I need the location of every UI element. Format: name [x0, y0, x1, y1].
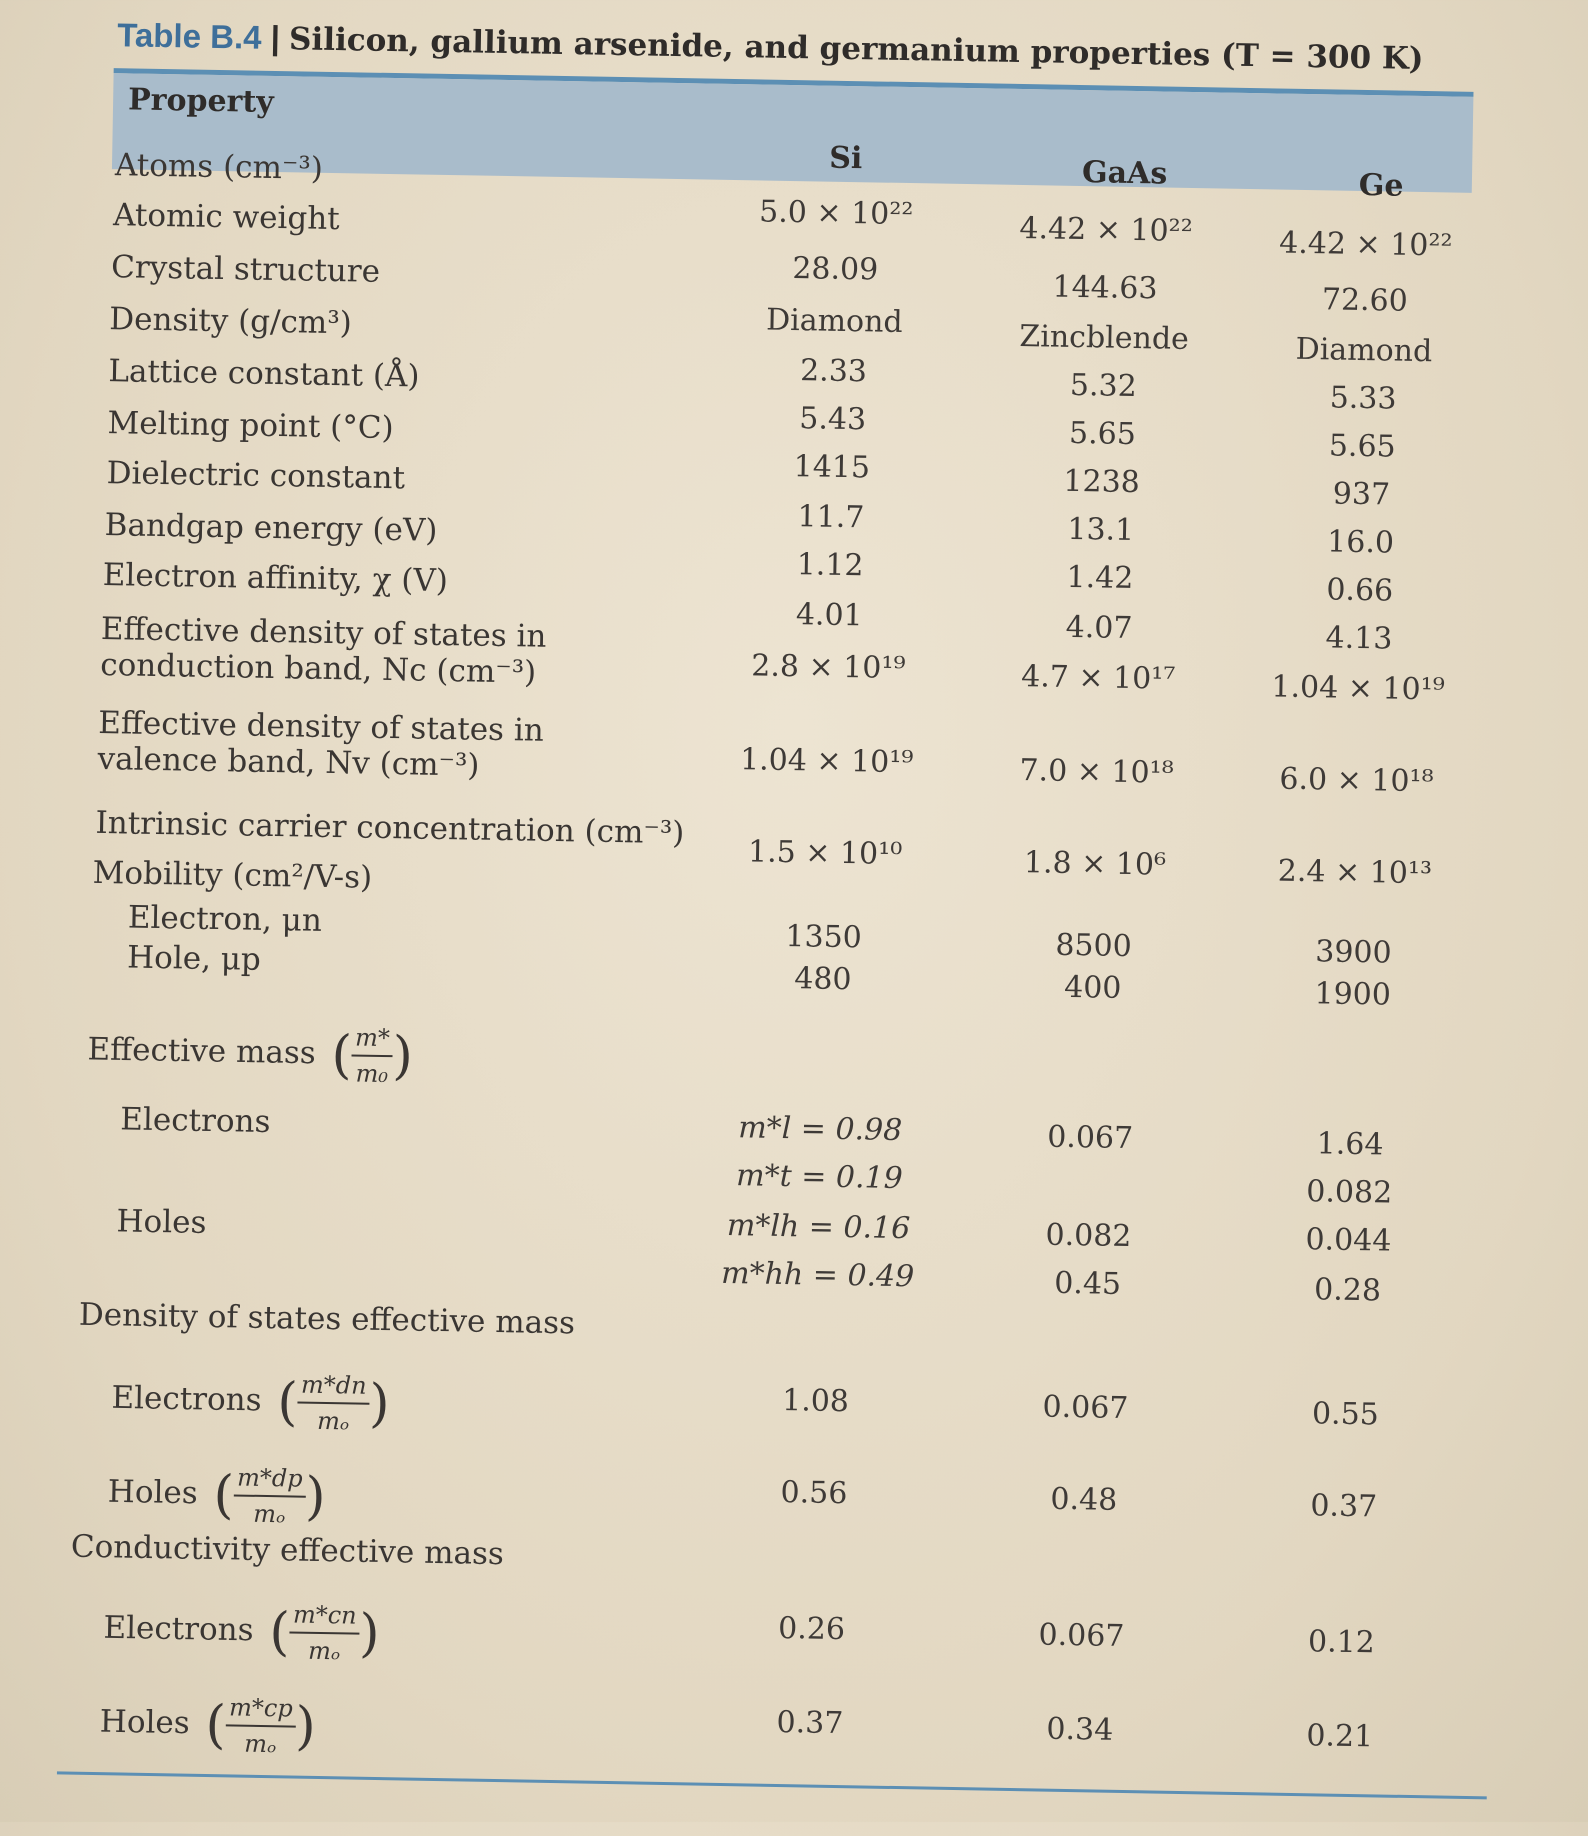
cell-density-si: 2.33 [799, 353, 868, 390]
row-label-lattice-constant: Lattice constant (Å) [108, 353, 420, 395]
dos-electrons-numerator: m*dn [298, 1368, 370, 1405]
cell-cond-holes-si: 0.37 [776, 1704, 844, 1742]
cond-electrons-denominator: mₒ [307, 1636, 341, 1666]
cell-melting-gaas: 1238 [1063, 463, 1141, 501]
cell-atoms-si: 5.0 × 10²² [758, 194, 914, 233]
row-label-dos-holes [107, 1458, 326, 1532]
dos-electrons-denominator: mₒ [316, 1406, 350, 1436]
effective-mass-fraction: ( $\frac{m*}{\text{m₀}}$ ) [331, 1020, 414, 1091]
row-label-intrinsic: Intrinsic carrier concentration (cm⁻³) [95, 804, 685, 852]
cond-electrons-numerator: m*cn [290, 1597, 360, 1634]
cell-atoms-ge: 4.42 × 10²² [1278, 225, 1453, 264]
row-label-mobility-hole: Hole, μp [126, 939, 262, 978]
cell-lattice-si: 5.43 [798, 401, 867, 438]
row-label-melting-point: Melting point (°C) [107, 405, 394, 447]
dos-holes-denominator: mₒ [253, 1499, 286, 1529]
dos-holes-numerator: m*dp [234, 1460, 306, 1497]
cell-crystal-gaas: Zincblende [1019, 318, 1190, 357]
cell-dielectric-gaas: 13.1 [1067, 511, 1135, 549]
cell-em-electrons-ge-2: 0.082 [1306, 1174, 1393, 1211]
effective-mass-denominator: m₀ [355, 1059, 389, 1089]
cell-mobility-hole-gaas: 400 [1063, 969, 1122, 1006]
cell-atomic-weight-si: 28.09 [792, 251, 879, 288]
table-bottom-rule [57, 1771, 1487, 1799]
effective-mass-text: Effective mass [87, 1031, 316, 1072]
header-ge: Ge [1358, 167, 1404, 204]
row-label-mobility: Mobility (cm²/V-s) [92, 854, 373, 896]
cond-holes-text: Holes [99, 1703, 191, 1742]
cell-mobility-electron-si: 1350 [785, 918, 863, 956]
cond-electrons-text: Electrons [103, 1609, 254, 1649]
row-label-nv-line1: Effective density of states in [97, 704, 545, 749]
cell-nv-si: 1.04 × 10¹⁹ [739, 742, 914, 781]
dos-holes-text: Holes [107, 1473, 199, 1512]
cell-mobility-hole-si: 480 [793, 961, 852, 998]
cell-crystal-si: Diamond [765, 302, 903, 340]
cell-melting-si: 1415 [793, 449, 871, 486]
cell-dielectric-ge: 16.0 [1326, 524, 1395, 561]
row-label-dielectric-constant: Dielectric constant [106, 455, 406, 497]
cell-affinity-si: 4.01 [795, 597, 863, 634]
row-label-nc-line1: Effective density of states in [100, 611, 547, 655]
cell-dos-electrons-gaas: 0.067 [1042, 1389, 1129, 1427]
cell-em-holes-ge-1: 0.044 [1305, 1222, 1392, 1259]
caption-separator: | [261, 18, 290, 57]
cell-affinity-ge: 4.13 [1325, 620, 1393, 657]
row-label-crystal-structure: Crystal structure [110, 249, 381, 290]
cell-nc-gaas: 4.7 × 10¹⁷ [1020, 659, 1176, 697]
cell-density-ge: 5.33 [1329, 380, 1397, 417]
cell-dos-electrons-si: 1.08 [781, 1383, 850, 1420]
cell-mobility-electron-gaas: 8500 [1055, 927, 1133, 965]
header-si: Si [828, 140, 863, 177]
cell-em-electrons-si-1: m*l = 0.98 [737, 1110, 903, 1149]
cell-bandgap-si: 1.12 [796, 547, 864, 584]
row-label-dos-mass: Density of states effective mass [78, 1296, 576, 1342]
cell-atomic-weight-gaas: 144.63 [1052, 269, 1158, 307]
cell-cond-electrons-ge: 0.12 [1307, 1624, 1376, 1661]
cell-affinity-gaas: 4.07 [1065, 609, 1133, 647]
cell-dos-electrons-ge: 0.55 [1311, 1396, 1380, 1433]
caption-text: Silicon, gallium arsenide, and germanium properties (T = 300 K) [288, 21, 1424, 77]
cell-em-holes-si-2: m*hh = 0.49 [720, 1255, 915, 1295]
row-label-electron-affinity: Electron affinity, χ (V) [102, 557, 449, 600]
cell-em-holes-gaas-1: 0.082 [1045, 1217, 1132, 1255]
row-label-cond-mass: Conductivity effective mass [70, 1528, 505, 1573]
row-label-nv-line2: valence band, Nv (cm⁻³) [97, 740, 480, 784]
cell-nc-ge: 1.04 × 10¹⁹ [1271, 669, 1445, 708]
cell-density-gaas: 5.32 [1069, 367, 1138, 405]
cell-dos-holes-si: 0.56 [780, 1474, 848, 1512]
cell-intrinsic-ge: 2.4 × 10¹³ [1277, 853, 1433, 892]
cell-nc-si: 2.8 × 10¹⁹ [750, 648, 906, 687]
row-label-effective-mass [87, 1016, 414, 1092]
cell-lattice-gaas: 5.65 [1068, 415, 1137, 453]
header-property: Property [127, 82, 274, 120]
row-label-bandgap: Bandgap energy (eV) [104, 507, 438, 549]
dos-electrons-fraction: ( $\frac{m*dn}{\text{mₒ}}$ ) [277, 1367, 390, 1439]
cell-em-holes-ge-2: 0.28 [1313, 1272, 1382, 1309]
row-label-cond-electrons [103, 1594, 380, 1669]
cell-dos-holes-ge: 0.37 [1310, 1488, 1378, 1525]
table-caption [117, 16, 1424, 77]
row-label-density: Density (g/cm³) [109, 301, 353, 342]
row-label-nc-line2: conduction band, Nc (cm⁻³) [99, 646, 537, 691]
cell-cond-holes-gaas: 0.34 [1046, 1711, 1114, 1748]
cell-em-holes-gaas-2: 0.45 [1053, 1265, 1122, 1302]
cell-nv-ge: 6.0 × 10¹⁸ [1279, 761, 1434, 800]
header-gaas: GaAs [1081, 155, 1168, 192]
row-label-em-holes: Holes [116, 1203, 207, 1241]
cell-cond-electrons-gaas: 0.067 [1038, 1617, 1125, 1655]
cell-lattice-ge: 5.65 [1328, 428, 1396, 465]
cell-dos-holes-gaas: 0.48 [1050, 1481, 1118, 1518]
row-label-dos-electrons [111, 1364, 390, 1439]
row-label-mobility-electron: Electron, μn [127, 899, 323, 939]
cell-mobility-electron-ge: 3900 [1314, 934, 1392, 971]
row-label-cond-holes [99, 1688, 316, 1762]
cell-atoms-gaas: 4.42 × 10²² [1019, 210, 1193, 249]
cell-bandgap-ge: 0.66 [1326, 572, 1394, 609]
dos-holes-fraction: ( $\frac{m*dp}{\text{mₒ}}$ ) [213, 1460, 326, 1532]
effective-mass-numerator: m* [352, 1020, 393, 1057]
cell-em-electrons-ge-1: 1.64 [1316, 1126, 1384, 1163]
cell-melting-ge: 937 [1332, 476, 1391, 513]
cond-holes-denominator: mₒ [244, 1729, 277, 1759]
cell-dielectric-si: 11.7 [797, 499, 865, 536]
cell-em-holes-si-1: m*lh = 0.16 [726, 1208, 911, 1247]
cell-nv-gaas: 7.0 × 10¹⁸ [1019, 753, 1174, 791]
cell-crystal-ge: Diamond [1295, 331, 1433, 370]
cell-mobility-hole-ge: 1900 [1314, 976, 1392, 1013]
cell-cond-holes-ge: 0.21 [1306, 1718, 1374, 1755]
cell-cond-electrons-si: 0.26 [777, 1610, 846, 1648]
cell-atomic-weight-ge: 72.60 [1321, 282, 1409, 319]
cell-intrinsic-gaas: 1.8 × 10⁶ [1023, 845, 1167, 883]
row-label-atomic-weight: Atomic weight [112, 197, 340, 238]
cond-electrons-fraction: ( $\frac{m*cn}{\text{mₒ}}$ ) [269, 1597, 380, 1669]
cell-intrinsic-si: 1.5 × 10¹⁰ [747, 834, 903, 873]
cell-em-electrons-gaas: 0.067 [1046, 1119, 1134, 1157]
cond-holes-numerator: m*cp [226, 1690, 296, 1727]
table-number: Table B.4 [116, 16, 262, 56]
dos-electrons-text: Electrons [111, 1379, 262, 1419]
cell-em-electrons-si-2: m*t = 0.19 [735, 1158, 904, 1197]
row-label-em-electrons: Electrons [120, 1101, 271, 1141]
cell-bandgap-gaas: 1.42 [1066, 559, 1134, 597]
row-label-atoms: Atoms (cm⁻³) [114, 147, 324, 187]
cond-holes-fraction: ( $\frac{m*cp}{\text{mₒ}}$ ) [205, 1690, 316, 1762]
